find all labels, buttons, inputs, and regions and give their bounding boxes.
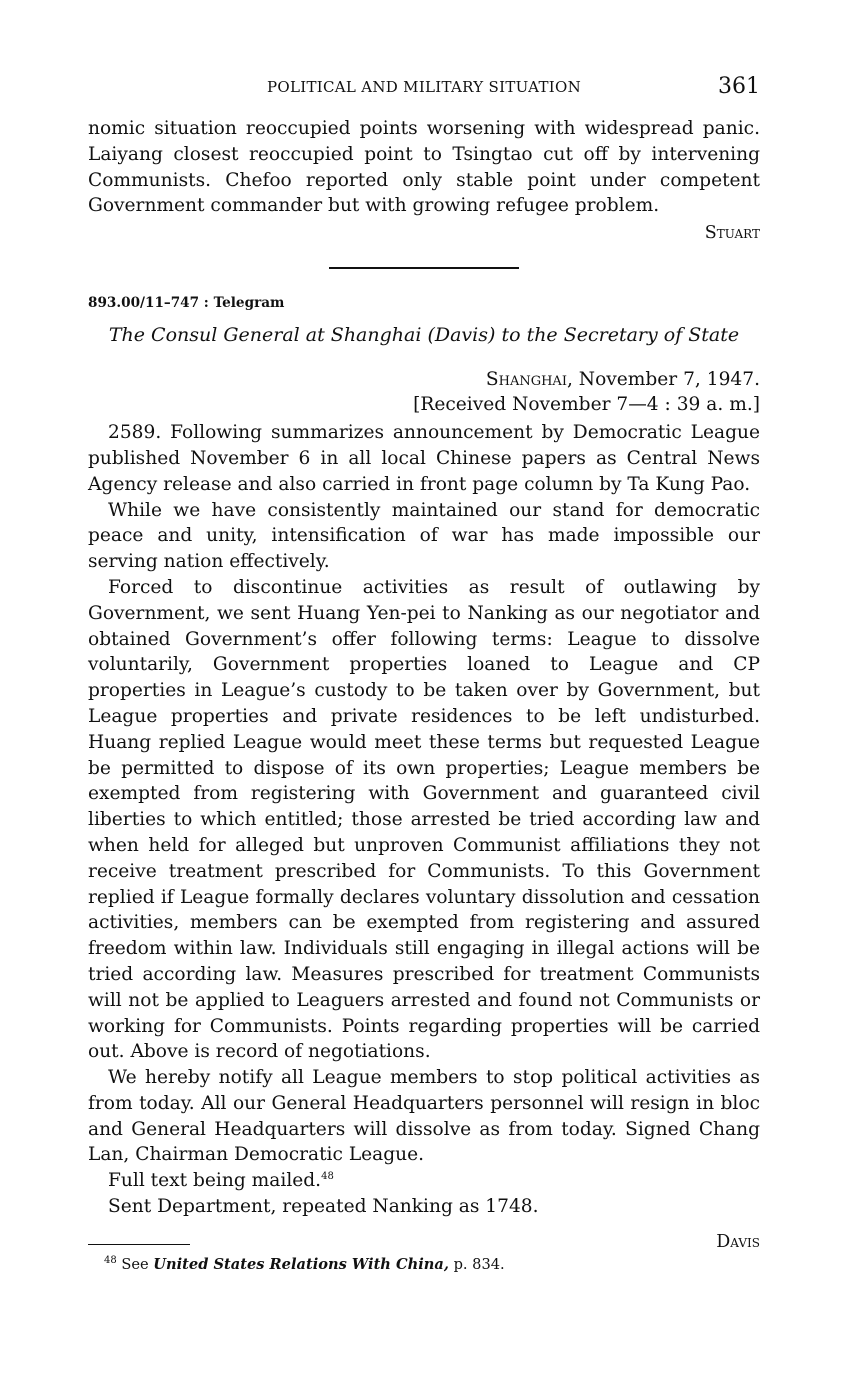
signature-davis: Davis xyxy=(716,1231,760,1252)
running-header xyxy=(88,74,760,102)
paragraph: 2589. Following summarizes announcement by Democratic League published November 6 in all local Chinese papers as Central News Agency release and also carried in front page column by Ta Kung Pao. xyxy=(88,422,760,495)
footnote-marker: 48 xyxy=(104,1255,117,1267)
paragraph: Forced to discontinue activities as result of outlawing by Government, we sent Huang Yen-pei to Nanking as our negotiator and obtained Government’s offer following terms: League to dissolve voluntarily, Government properties loaned to League and CP properties in League’s custody to be taken over by Government, but League properties and private residences to be left undisturbed. Huang replied League would meet these terms but requested League be permitted to dispose of its own properties; League members be exempted from registering with Government and guaranteed civil liberties to which entitled; those arrested be tried according law and when held for alleged but unproven Communist affiliations they not receive treatment prescribed for Communists. To this Government replied if League formally declares voluntary dissolution and cessation activities, members can be exempted from registering and assured freedom within law. Individuals still engaging in illegal actions will be tried according law. Measures prescribed for treatment Communists will not be applied to Leaguers arrested and found not Communists or working for Communists. Points regarding properties will be carried out. Above is record of negotiations. xyxy=(88,576,760,1063)
paragraph: Sent Department, repeated Nanking as 1748. xyxy=(108,1196,539,1218)
dateline-place: Shanghai, xyxy=(485,368,573,390)
received-note: [Received November 7—4 : 39 a. m.] xyxy=(413,394,760,416)
paragraph: We hereby notify all League members to stop political activities as from today. All our General Headquarters personnel will resign in bloc and General Headquarters will dissolve as from today. Signed Chang Lan, Chairman Democratic League. xyxy=(88,1067,760,1166)
continuation-paragraph: nomic situation reoccupied points worsening with widespread panic. Laiyang closest reoccupied point to Tsingtao cut off by intervening Communists. Chefoo reported only stable point under competent Government commander but with growing refugee problem. xyxy=(88,118,760,217)
dateline-date: November 7, 1947. xyxy=(578,368,760,390)
footnote xyxy=(104,1256,505,1273)
page-body xyxy=(88,116,760,1256)
paragraph-text: Full text being mailed. xyxy=(108,1170,322,1192)
dateline xyxy=(88,367,760,393)
section-divider xyxy=(329,267,519,269)
footnote-prefix: See xyxy=(121,1256,149,1273)
document-title: The Consul General at Shanghai (Davis) to the Secretary of State xyxy=(108,323,740,346)
paragraph-with-footnote xyxy=(88,1168,760,1194)
page-number: 361 xyxy=(718,74,760,99)
running-title: POLITICAL AND MILITARY SITUATION xyxy=(266,78,582,96)
paragraph: While we have consistently maintained our stand for democratic peace and unity, intensification of war has made impossible our serving nation effectively. xyxy=(88,499,760,573)
footnote-reference[interactable]: 48 xyxy=(321,1171,334,1183)
document-file-number: 893.00/11–747 : Telegram xyxy=(88,294,285,311)
footnote-divider xyxy=(88,1244,190,1245)
footnote-suffix: p. 834. xyxy=(453,1256,505,1273)
signature-stuart: Stuart xyxy=(704,223,760,244)
footnote-title: United States Relations With China, xyxy=(153,1256,449,1273)
